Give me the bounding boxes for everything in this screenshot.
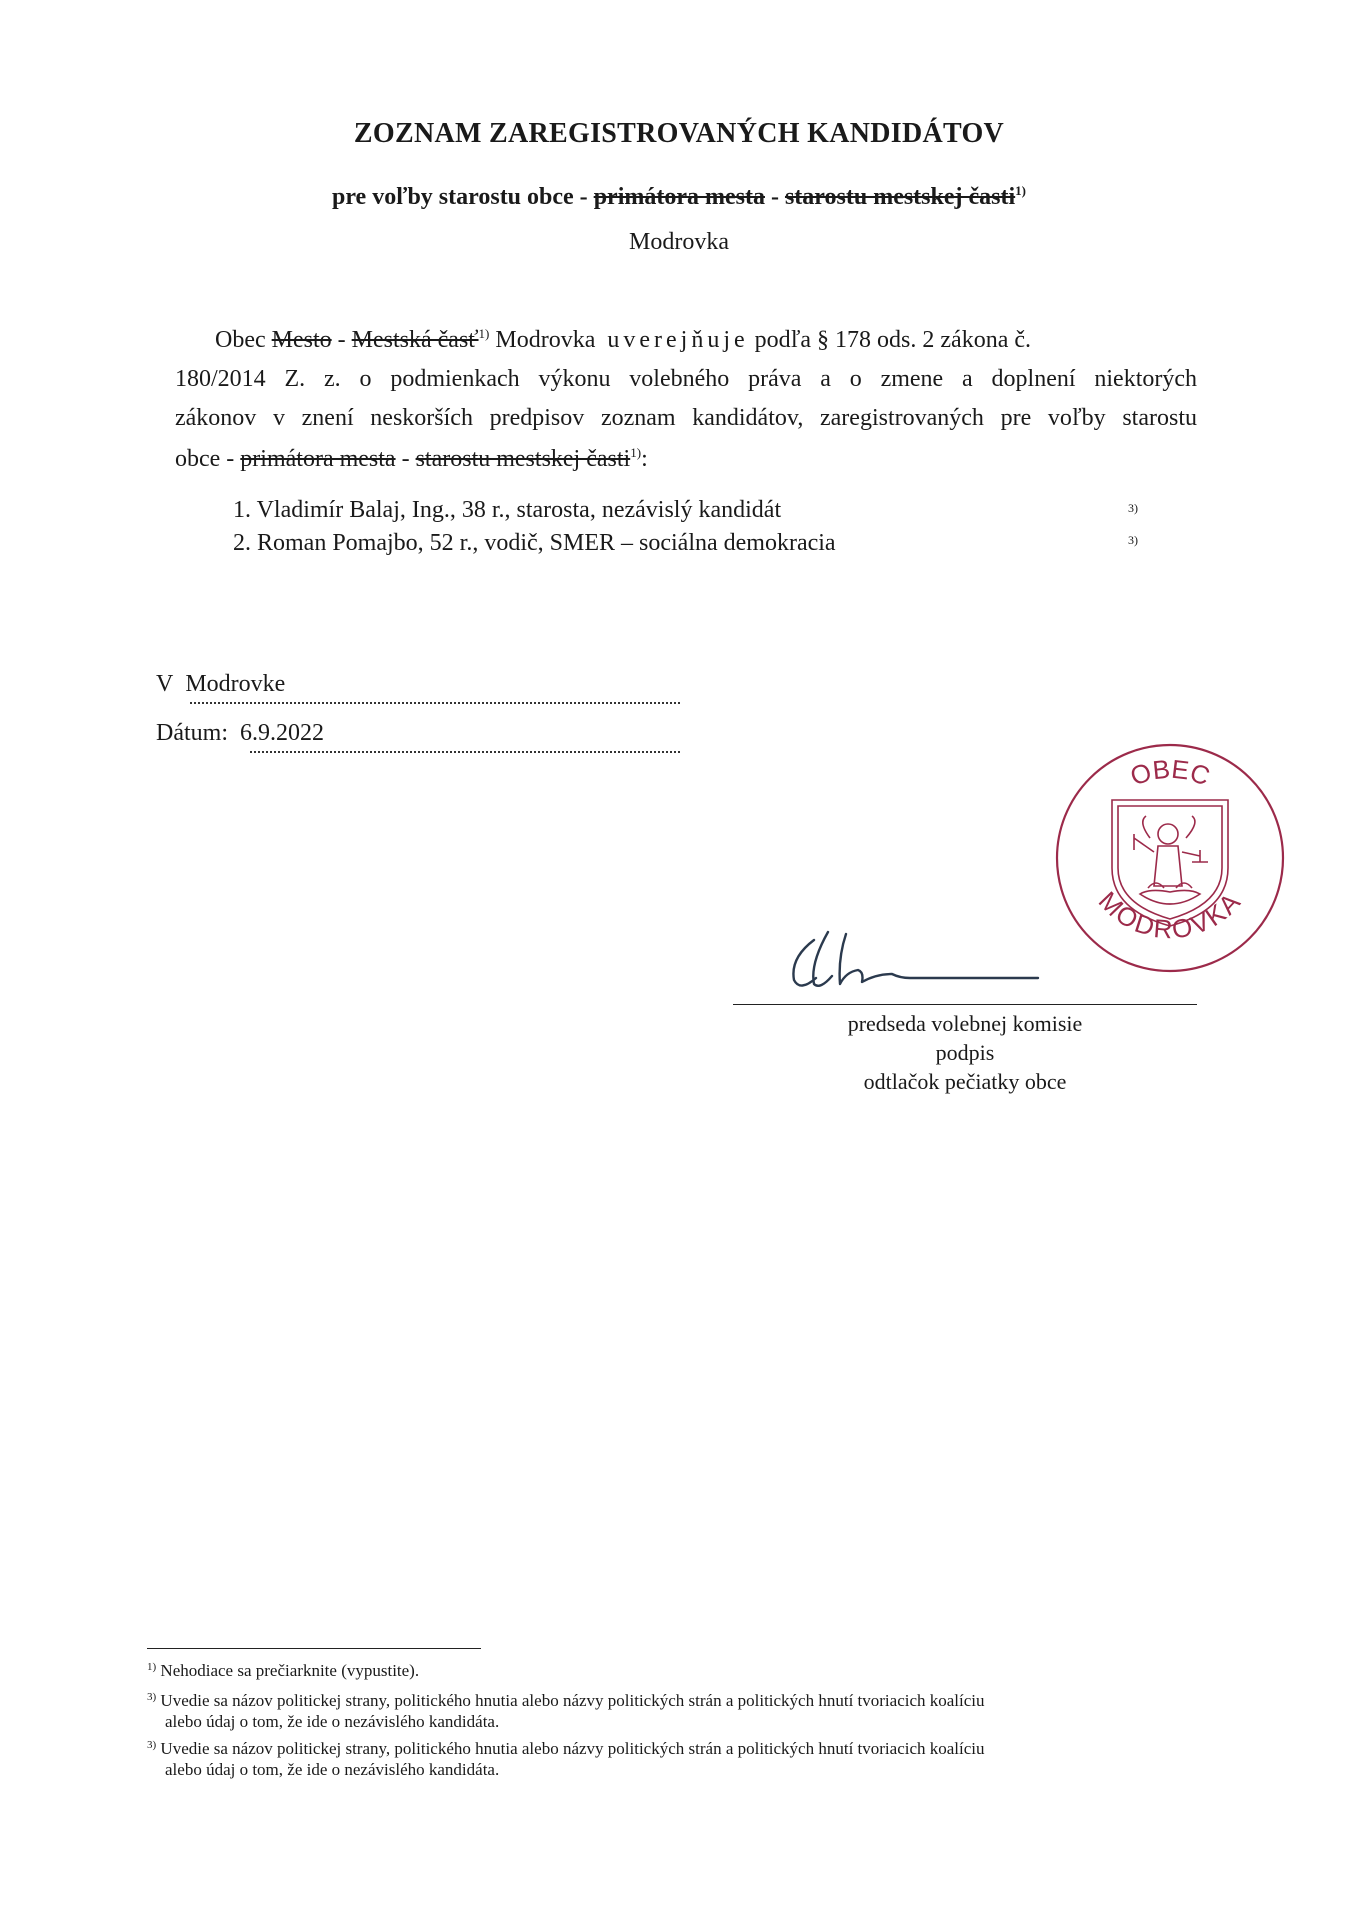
footnote-continuation: alebo údaj o tom, že ide o nezávislého kandidáta. — [165, 1760, 500, 1779]
coat-of-arms-icon — [1112, 800, 1228, 926]
intro-struck-mesto: Mesto — [271, 327, 332, 353]
subtitle-struck-district: starostu mestskej časti — [784, 184, 1016, 210]
intro-line-2: 180/2014 Z. z. o podmienkach výkonu volebného práva a o zmene a doplnení niektorých — [175, 366, 1197, 392]
intro-municipality: Modrovka — [489, 327, 602, 353]
stamp-bottom-text: MODROVKA — [1092, 885, 1248, 945]
date-value: 6.9.2022 — [240, 720, 324, 746]
place-dotted-line — [190, 702, 680, 704]
footnote-text: Nehodiace sa prečiarknite (vypustite). — [160, 1661, 420, 1680]
stamp-top-text: OBEC — [1126, 753, 1214, 792]
footnote-mark: 1) — [147, 1661, 157, 1673]
footnote-text: Uvedie sa názov politickej strany, politického hnutia alebo názvy politických strán a politických hnutí tvoriacich koalíciu — [160, 1739, 985, 1758]
stamp-caption: odtlačok pečiatky obce — [863, 1069, 1067, 1094]
handwritten-signature — [780, 918, 1040, 998]
footnote-mark: 3) — [147, 1691, 157, 1703]
place-label: V — [156, 671, 174, 697]
intro-struck-cast: Mestská časť — [351, 327, 479, 353]
candidate-note-mark: 3) — [1128, 533, 1138, 547]
intro-sep: - — [331, 327, 352, 353]
intro-footnote-mark: 1) — [478, 326, 490, 341]
footnote-item — [147, 1660, 1207, 1681]
intro-line-3: zákonov v znení neskorších predpisov zoznam kandidátov, zaregistrovaných pre voľby starostu — [175, 405, 1197, 431]
intro-line-4 — [175, 446, 648, 473]
date-dotted-line — [250, 751, 680, 753]
place-value: Modrovke — [185, 671, 286, 697]
intro-line-4-sep: - — [395, 446, 416, 472]
date-row — [156, 720, 324, 747]
subtitle-struck-mayor: primátora mesta — [593, 184, 765, 210]
candidate-note-mark: 3) — [1128, 501, 1138, 515]
municipality-name: Modrovka — [629, 229, 729, 255]
intro-obec: Obec — [215, 327, 272, 353]
intro-line-1 — [215, 327, 1197, 354]
signature-role: predseda volebnej komisie — [847, 1011, 1083, 1036]
official-stamp — [1050, 738, 1290, 978]
subtitle-footnote-mark: 1) — [1015, 183, 1027, 198]
footnote-item — [147, 1690, 1207, 1732]
document-subtitle — [0, 184, 1358, 211]
signature-caption: podpis — [935, 1040, 995, 1065]
footnote-mark: 3) — [147, 1739, 157, 1751]
document-title: ZOZNAM ZAREGISTROVANÝCH KANDIDÁTOV — [353, 118, 1005, 149]
intro-line-4-footnote-mark: 1) — [630, 445, 642, 460]
subtitle-prefix: pre voľby starostu obce - — [331, 184, 594, 210]
date-label: Dátum: — [156, 720, 228, 746]
candidate-item: 2. Roman Pomajbo, 52 r., vodič, SMER – sociálna demokracia — [233, 530, 836, 556]
intro-line-4-struck-mayor: primátora mesta — [240, 446, 396, 472]
intro-line-4-prefix: obce - — [175, 446, 241, 472]
intro-verb: uverejňuje — [607, 327, 749, 353]
footnote-item — [147, 1738, 1207, 1780]
footnote-text: Uvedie sa názov politickej strany, politického hnutia alebo názvy politických strán a politických hnutí tvoriacich koalíciu — [160, 1691, 985, 1710]
footnote-continuation: alebo údaj o tom, že ide o nezávislého kandidáta. — [165, 1712, 500, 1731]
intro-line-1-rest: podľa § 178 ods. 2 zákona č. — [748, 327, 1032, 353]
signature-line — [733, 1004, 1197, 1005]
candidate-item: 1. Vladimír Balaj, Ing., 38 r., starosta, nezávislý kandidát — [233, 497, 782, 523]
intro-line-4-end: : — [641, 446, 648, 472]
footnote-rule — [147, 1648, 481, 1649]
place-row — [156, 671, 285, 698]
subtitle-separator: - — [764, 184, 785, 210]
intro-line-4-struck-district: starostu mestskej časti — [415, 446, 631, 472]
